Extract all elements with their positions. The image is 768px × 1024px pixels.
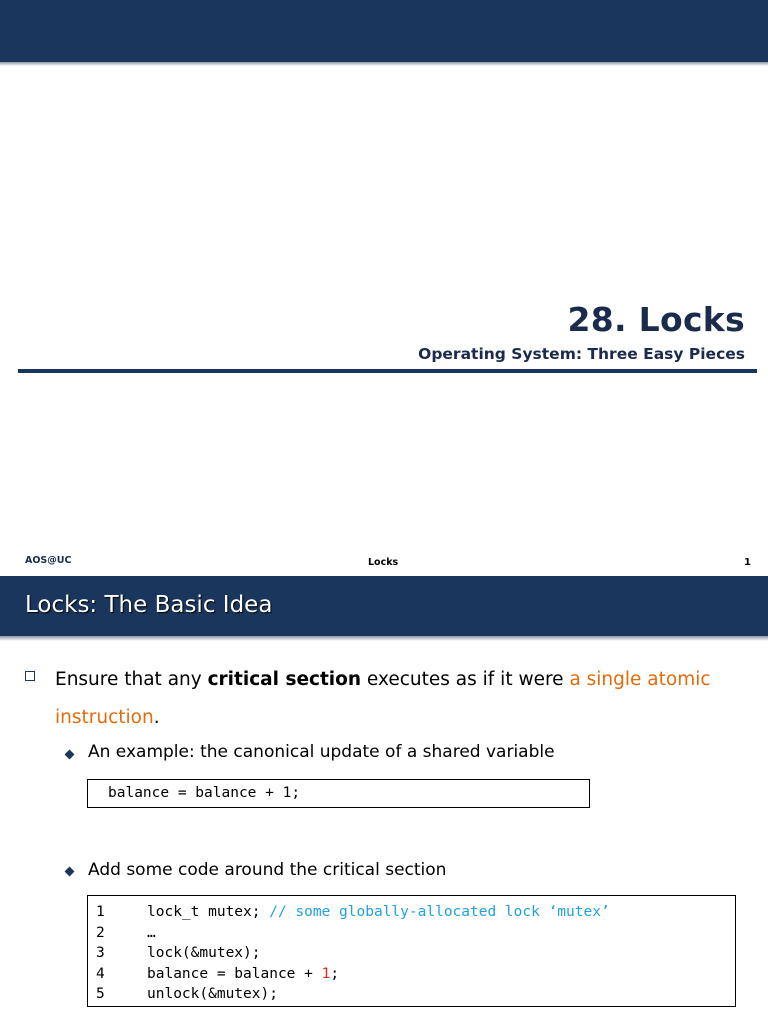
bullet-bold-term: critical section bbox=[207, 669, 362, 690]
code-text: lock_t mutex; bbox=[147, 904, 270, 920]
code-text: unlock(&mutex); bbox=[147, 986, 278, 1002]
code-line bbox=[96, 943, 735, 964]
bullet-text-mid: executes as if it were bbox=[361, 669, 570, 690]
footer-page-number: 1 bbox=[744, 557, 751, 568]
top-banner bbox=[0, 0, 768, 62]
bullet-highlight: a single atomic instruction bbox=[55, 669, 711, 728]
code-number-literal: 1 bbox=[321, 965, 331, 982]
code-comment: // some globally-allocated lock ‘mutex’ bbox=[269, 904, 610, 920]
content-slide bbox=[0, 576, 768, 1024]
code-line bbox=[96, 923, 735, 944]
square-bullet-icon bbox=[25, 671, 35, 681]
code-line bbox=[96, 964, 735, 985]
line-number: 2 bbox=[96, 924, 105, 941]
bullet-text-before: Ensure that any bbox=[55, 669, 208, 690]
code-text: balance = balance + bbox=[147, 965, 322, 982]
sub-bullet-example: An example: the canonical update of a shared variable bbox=[88, 742, 555, 762]
slide-subtitle: Operating System: Three Easy Pieces bbox=[418, 345, 745, 363]
line-number: 5 bbox=[96, 986, 105, 1002]
code-box-example: balance = balance + 1; bbox=[87, 779, 590, 808]
footer-topic-label: Locks bbox=[368, 557, 399, 568]
diamond-bullet-icon bbox=[65, 867, 75, 877]
code-line bbox=[96, 984, 735, 1005]
line-number: 3 bbox=[96, 945, 105, 961]
code-text: … bbox=[147, 924, 156, 941]
slide-header-bar bbox=[0, 576, 768, 636]
title-divider bbox=[18, 369, 757, 373]
code-line bbox=[96, 902, 735, 923]
header-bar-shadow bbox=[0, 636, 768, 641]
code-box-lock bbox=[87, 895, 736, 1007]
top-banner-shadow bbox=[0, 62, 768, 66]
code-text-tail: ; bbox=[330, 965, 340, 982]
diamond-bullet-icon bbox=[65, 750, 75, 760]
slide-main-title: 28. Locks bbox=[567, 300, 745, 339]
slide-title: Locks: The Basic Idea bbox=[25, 592, 273, 618]
bullet-text-after: . bbox=[153, 707, 160, 728]
code-text: lock(&mutex); bbox=[147, 945, 261, 961]
line-number: 4 bbox=[96, 965, 105, 982]
main-bullet-text bbox=[55, 661, 745, 737]
sub-bullet-lock-code: Add some code around the critical section bbox=[88, 860, 447, 880]
footer-course-label: AOS@UC bbox=[25, 555, 72, 566]
line-number: 1 bbox=[96, 904, 105, 920]
